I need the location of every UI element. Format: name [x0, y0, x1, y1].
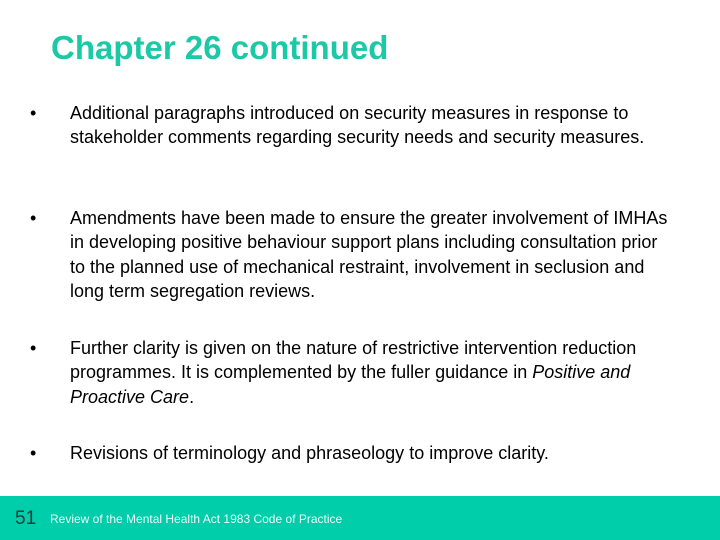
footer-bar — [0, 496, 720, 540]
footer-text: Review of the Mental Health Act 1983 Code of Practice — [50, 512, 343, 526]
bullet-item — [30, 441, 670, 465]
bullet-text: Revisions of terminology and phraseology to improve clarity. — [70, 443, 549, 463]
bullet-marker: • — [30, 208, 37, 228]
bullet-text: Additional paragraphs introduced on security measures in response to stakeholder comments regarding security needs and security measures. — [70, 103, 645, 148]
publication-title: Positive and Proactive Care — [70, 362, 631, 407]
slide-title: Chapter 26 continued — [51, 29, 389, 66]
bullet-marker: • — [30, 103, 37, 123]
bullet-marker: • — [30, 443, 37, 463]
bullet-item — [30, 206, 670, 303]
page-number: 51 — [15, 508, 37, 529]
bullet-item — [30, 336, 670, 409]
bullet-text — [70, 336, 670, 409]
bullet-text: Amendments have been made to ensure the greater involvement of IMHAs in developing positive behaviour support plans including consultation prior to the planned use of mechanical restraint, involvement in seclusion and long term segregation reviews. — [70, 208, 668, 301]
bullet-text-part: Further clarity is given on the nature of restrictive intervention reduction programmes. It is complemented by the fuller guidance in — [70, 338, 637, 383]
bullet-marker: • — [30, 338, 37, 358]
bullet-item — [30, 101, 670, 150]
bullet-text-part: . — [189, 386, 195, 407]
